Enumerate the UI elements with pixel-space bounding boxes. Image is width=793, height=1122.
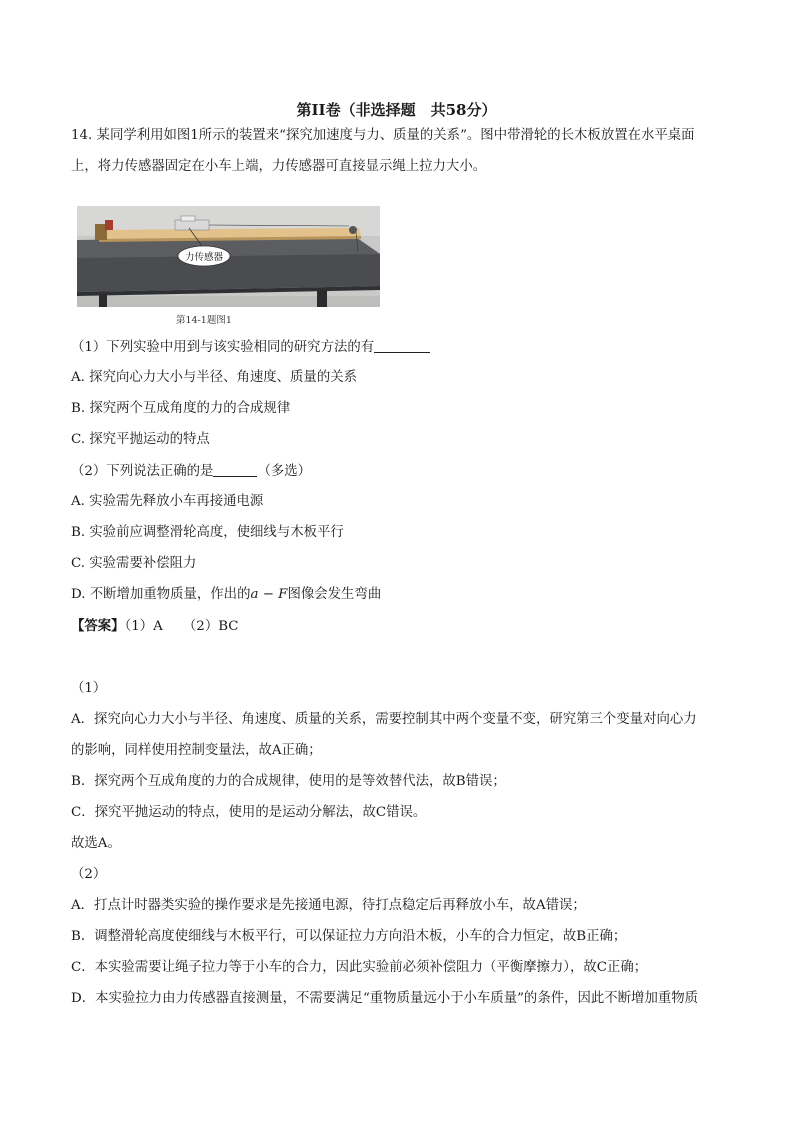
explanation-part2-marker: （2） [71, 867, 107, 882]
question-stem-line-2: 上，将力传感器固定在小车上端，力传感器可直接显示绳上拉力大小。 [71, 159, 487, 174]
part1-prompt: （1）下列实验中用到与该实验相同的研究方法的有 [71, 340, 375, 355]
explanation-part2-line-2: B．调整滑轮高度使细线与木板平行，可以保证拉力方向沿木板，小车的合力恒定，故B正确； [71, 929, 627, 944]
explanation-part1-line-2: 的影响，同样使用控制变量法，故A正确； [71, 743, 322, 758]
part2-option-d [71, 586, 381, 604]
part2-answer-blank [213, 462, 257, 477]
section-title: 第II卷（非选择题 共58分） [296, 101, 497, 119]
part2-option-c: C. 实验需要补偿阻力 [71, 556, 197, 571]
explanation-part1-marker: （1） [71, 681, 107, 696]
explanation-part1-line-3: B．探究两个互成角度的力的合成规律，使用的是等效替代法，故B错误； [71, 774, 506, 789]
part2-option-a: A. 实验需先释放小车再接通电源 [71, 494, 264, 509]
part2-prompt-suffix: （多选） [257, 464, 311, 479]
part1-answer-blank [374, 338, 430, 353]
apparatus-photo [77, 206, 380, 307]
figure-caption: 第14-1题图1 [176, 315, 232, 326]
answer-line [71, 617, 239, 636]
answer-label: 【答案】 [71, 618, 125, 634]
force-sensor-label: 力传感器 [184, 252, 223, 263]
explanation-part1-line-1: A．探究向心力大小与半径、角速度、质量的关系，需要控制其中两个变量不变，研究第三个变量对向心力 [71, 712, 697, 727]
part2-prompt: （2）下列说法正确的是 [71, 464, 214, 479]
part2-option-d-suffix: 图像会发生弯曲 [287, 587, 382, 602]
part2-option-d-prefix: D. 不断增加重物质量，作出的 [71, 587, 251, 602]
explanation-part1-line-4: C．探究平抛运动的特点，使用的是运动分解法，故C错误。 [71, 805, 427, 820]
explanation-part2-line-3: C．本实验需要让绳子拉力等于小车的合力，因此实验前必须补偿阻力（平衡摩擦力），故C正确； [71, 960, 648, 975]
part1-prompt-line [71, 338, 430, 357]
part1-option-a: A. 探究向心力大小与半径、角速度、质量的关系 [71, 370, 357, 385]
answer-text: （1）A （2）BC [124, 619, 239, 634]
explanation-part2-line-4: D．本实验拉力由力传感器直接测量，不需要满足“重物质量远小于小车质量”的条件，因此不断增加重物质 [71, 991, 699, 1006]
question-stem-line-1: 14. 某同学利用如图1所示的装置来“探究加速度与力、质量的关系”。图中带滑轮的长木板放置在水平桌面 [71, 128, 695, 143]
part1-option-b: B. 探究两个互成角度的力的合成规律 [71, 401, 291, 416]
explanation-part1-line-5: 故选A。 [71, 836, 121, 851]
part2-option-d-formula: a − F [250, 587, 288, 602]
explanation-part2-line-1: A．打点计时器类实验的操作要求是先接通电源，待打点稳定后再释放小车，故A错误； [71, 898, 586, 913]
part2-prompt-line [71, 462, 311, 481]
part1-option-c: C. 探究平抛运动的特点 [71, 432, 210, 447]
part2-option-b: B. 实验前应调整滑轮高度，使细线与木板平行 [71, 525, 344, 540]
